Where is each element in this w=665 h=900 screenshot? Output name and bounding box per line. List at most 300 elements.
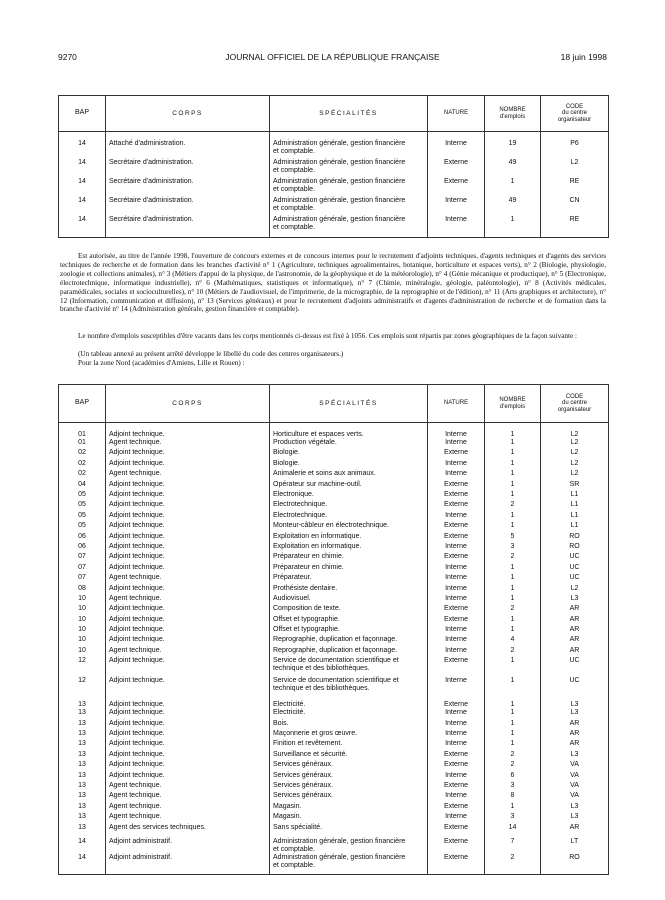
cell-bap: 05 — [59, 501, 106, 511]
cell-bap: 13 — [59, 751, 106, 761]
cell-code: VA — [541, 772, 609, 782]
cell-nombre: 1 — [485, 449, 541, 459]
cell-nature: Interne — [428, 132, 485, 159]
cell-code: RE — [541, 216, 609, 238]
cell-code: L2 — [541, 470, 609, 480]
cell-nombre: 4 — [485, 636, 541, 646]
cell-specialite: Sans spécialité. — [270, 824, 428, 834]
cell-corps: Adjoint administratif. — [106, 834, 270, 854]
cell-bap: 06 — [59, 533, 106, 543]
cell-nature: Externe — [428, 824, 485, 834]
cell-nombre: 3 — [485, 782, 541, 792]
table-row — [59, 439, 609, 449]
table-row — [59, 216, 609, 238]
cell-code: AR — [541, 720, 609, 730]
cell-bap: 10 — [59, 626, 106, 636]
cell-specialite: Offset et typographie. — [270, 616, 428, 626]
cell-nature: Interne — [428, 772, 485, 782]
cell-bap: 13 — [59, 720, 106, 730]
col-header-corps: CORPS — [106, 96, 270, 132]
cell-nombre: 1 — [485, 178, 541, 197]
cell-nature: Interne — [428, 423, 485, 440]
cell-corps: Agent technique. — [106, 803, 270, 813]
cell-nombre: 1 — [485, 730, 541, 740]
cell-corps: Adjoint technique. — [106, 761, 270, 771]
cell-nature: Externe — [428, 782, 485, 792]
cell-nombre: 1 — [485, 512, 541, 522]
cell-code: RO — [541, 854, 609, 874]
cell-specialite: Administration générale, gestion financière et comptable. — [270, 197, 428, 216]
cell-bap: 14 — [59, 159, 106, 178]
cell-code: CN — [541, 197, 609, 216]
cell-code: L1 — [541, 512, 609, 522]
cell-nature: Externe — [428, 481, 485, 491]
cell-specialite: Reprographie, duplication et façonnage. — [270, 636, 428, 646]
cell-nombre: 1 — [485, 460, 541, 470]
cell-specialite: Administration générale, gestion financière et comptable. — [270, 178, 428, 197]
table-row — [59, 481, 609, 491]
table-row — [59, 657, 609, 677]
cell-bap: 14 — [59, 197, 106, 216]
cell-corps: Adjoint technique. — [106, 720, 270, 730]
cell-corps: Adjoint technique. — [106, 423, 270, 440]
journal-title: JOURNAL OFFICIEL DE LA RÉPUBLIQUE FRANÇAISE — [225, 52, 440, 62]
cell-nature: Interne — [428, 470, 485, 480]
cell-specialite: Electricité. — [270, 709, 428, 719]
table-row — [59, 470, 609, 480]
cell-nature: Externe — [428, 449, 485, 459]
cell-corps: Adjoint technique. — [106, 605, 270, 615]
table-row — [59, 782, 609, 792]
cell-nature: Externe — [428, 159, 485, 178]
cell-specialite: Préparateur en chimie. — [270, 553, 428, 563]
table-row — [59, 677, 609, 697]
cell-nature: Interne — [428, 564, 485, 574]
cell-nombre: 1 — [485, 677, 541, 697]
cell-nature: Interne — [428, 740, 485, 750]
table-row — [59, 533, 609, 543]
table-row — [59, 574, 609, 584]
cell-nature: Interne — [428, 677, 485, 697]
cell-corps: Adjoint technique. — [106, 772, 270, 782]
cell-code: AR — [541, 740, 609, 750]
cell-nature: Externe — [428, 657, 485, 677]
cell-bap: 10 — [59, 595, 106, 605]
cell-specialite: Biologie. — [270, 449, 428, 459]
cell-nature: Externe — [428, 533, 485, 543]
cell-corps: Adjoint technique. — [106, 740, 270, 750]
cell-specialite: Préparateur. — [270, 574, 428, 584]
cell-code: AR — [541, 605, 609, 615]
cell-nombre: 3 — [485, 543, 541, 553]
cell-code: AR — [541, 824, 609, 834]
cell-nombre: 14 — [485, 824, 541, 834]
cell-corps: Attaché d'administration. — [106, 132, 270, 159]
cell-nombre: 1 — [485, 481, 541, 491]
table-row — [59, 803, 609, 813]
cell-code: L3 — [541, 803, 609, 813]
cell-nombre: 2 — [485, 854, 541, 874]
cell-nombre: 1 — [485, 216, 541, 238]
cell-bap: 07 — [59, 564, 106, 574]
cell-corps: Secrétaire d'administration. — [106, 159, 270, 178]
table-row — [59, 595, 609, 605]
cell-specialite: Administration générale, gestion financière et comptable. — [270, 159, 428, 178]
cell-bap: 10 — [59, 616, 106, 626]
col-header-nature: NATURE — [428, 96, 485, 132]
cell-bap: 13 — [59, 761, 106, 771]
cell-bap: 08 — [59, 585, 106, 595]
cell-code: L3 — [541, 751, 609, 761]
col-header-specialites: SPÉCIALITÉS — [270, 385, 428, 423]
cell-corps: Adjoint technique. — [106, 709, 270, 719]
cell-nature: Externe — [428, 761, 485, 771]
cell-specialite: Monteur-câbleur en électrotechnique. — [270, 522, 428, 532]
cell-specialite: Horticulture et espaces verts. — [270, 423, 428, 440]
cell-code: UC — [541, 564, 609, 574]
cell-corps: Agent technique. — [106, 647, 270, 657]
cell-nature: Externe — [428, 522, 485, 532]
cell-code: L1 — [541, 491, 609, 501]
cell-code: RO — [541, 533, 609, 543]
cell-specialite: Services généraux. — [270, 761, 428, 771]
cell-nombre: 1 — [485, 740, 541, 750]
cell-nature: Interne — [428, 512, 485, 522]
cell-nature: Interne — [428, 595, 485, 605]
cell-nature: Interne — [428, 216, 485, 238]
cell-specialite: Magasin. — [270, 803, 428, 813]
cell-specialite: Production végétale. — [270, 439, 428, 449]
cell-nombre: 1 — [485, 697, 541, 709]
cell-nature: Externe — [428, 605, 485, 615]
table-row — [59, 159, 609, 178]
cell-nature: Interne — [428, 636, 485, 646]
cell-code: L3 — [541, 697, 609, 709]
table-row — [59, 854, 609, 874]
table-row — [59, 522, 609, 532]
cell-corps: Adjoint technique. — [106, 730, 270, 740]
col-header-nombre: NOMBRE d'emplois — [485, 385, 541, 423]
table-row — [59, 772, 609, 782]
table-header-row — [59, 96, 609, 132]
cell-nombre: 2 — [485, 647, 541, 657]
cell-specialite: Magasin. — [270, 813, 428, 823]
col-header-corps: CORPS — [106, 385, 270, 423]
cell-corps: Agent technique. — [106, 470, 270, 480]
cell-nature: Interne — [428, 543, 485, 553]
cell-nature: Interne — [428, 460, 485, 470]
cell-nombre: 1 — [485, 626, 541, 636]
table-row — [59, 761, 609, 771]
cell-nombre: 49 — [485, 197, 541, 216]
cell-nature: Externe — [428, 697, 485, 709]
table-row — [59, 512, 609, 522]
cell-bap: 10 — [59, 647, 106, 657]
cell-specialite: Service de documentation scientifique et technique et des bibliothèques. — [270, 657, 428, 677]
cell-nature: Externe — [428, 491, 485, 501]
table-row — [59, 449, 609, 459]
cell-code: AR — [541, 636, 609, 646]
cell-bap: 14 — [59, 854, 106, 874]
table-row — [59, 636, 609, 646]
cell-specialite: Opérateur sur machine-outil. — [270, 481, 428, 491]
cell-specialite: Composition de texte. — [270, 605, 428, 615]
table-administration-posts — [58, 95, 609, 238]
cell-code: L3 — [541, 595, 609, 605]
table-row — [59, 501, 609, 511]
cell-corps: Secrétaire d'administration. — [106, 216, 270, 238]
cell-corps: Agent technique. — [106, 574, 270, 584]
cell-code: SR — [541, 481, 609, 491]
cell-corps: Adjoint administratif. — [106, 854, 270, 874]
cell-code: L2 — [541, 460, 609, 470]
table-row — [59, 178, 609, 197]
table-row — [59, 824, 609, 834]
cell-nombre: 1 — [485, 720, 541, 730]
cell-bap: 13 — [59, 813, 106, 823]
table-row — [59, 132, 609, 159]
table-row — [59, 543, 609, 553]
cell-specialite: Administration générale, gestion financière et comptable. — [270, 854, 428, 874]
cell-bap: 04 — [59, 481, 106, 491]
cell-nature: Externe — [428, 616, 485, 626]
cell-nombre: 1 — [485, 470, 541, 480]
cell-bap: 14 — [59, 132, 106, 159]
cell-bap: 02 — [59, 449, 106, 459]
cell-specialite: Surveillance et sécurité. — [270, 751, 428, 761]
cell-bap: 01 — [59, 439, 106, 449]
cell-nature: Externe — [428, 854, 485, 874]
cell-code: L1 — [541, 522, 609, 532]
table-row — [59, 697, 609, 709]
cell-bap: 12 — [59, 657, 106, 677]
cell-nombre: 6 — [485, 772, 541, 782]
cell-nombre: 1 — [485, 439, 541, 449]
table-row — [59, 553, 609, 563]
table-row — [59, 813, 609, 823]
cell-code: L2 — [541, 449, 609, 459]
cell-bap: 13 — [59, 782, 106, 792]
cell-bap: 02 — [59, 470, 106, 480]
cell-bap: 13 — [59, 730, 106, 740]
cell-nombre: 2 — [485, 553, 541, 563]
cell-corps: Secrétaire d'administration. — [106, 178, 270, 197]
paragraph-zone-nord: Pour la zone Nord (académies d'Amiens, Lille et Rouen) : — [78, 359, 245, 367]
cell-code: L2 — [541, 585, 609, 595]
cell-specialite: Offset et typographie. — [270, 626, 428, 636]
cell-nombre: 1 — [485, 657, 541, 677]
table-row — [59, 626, 609, 636]
cell-code: UC — [541, 553, 609, 563]
cell-code: L3 — [541, 709, 609, 719]
table-header-row — [59, 385, 609, 423]
page-number: 9270 — [58, 52, 77, 62]
cell-specialite: Service de documentation scientifique et technique et des bibliothèques. — [270, 677, 428, 697]
cell-nombre: 7 — [485, 834, 541, 854]
cell-nombre: 3 — [485, 813, 541, 823]
col-header-bap: BAP — [59, 385, 106, 423]
cell-nombre: 5 — [485, 533, 541, 543]
cell-nature: Interne — [428, 574, 485, 584]
cell-specialite: Bois. — [270, 720, 428, 730]
table-row — [59, 647, 609, 657]
cell-nature: Interne — [428, 720, 485, 730]
cell-code: VA — [541, 792, 609, 802]
cell-bap: 13 — [59, 792, 106, 802]
cell-specialite: Services généraux. — [270, 772, 428, 782]
col-header-code: CODE du centre organisateur — [541, 385, 609, 423]
cell-bap: 07 — [59, 553, 106, 563]
cell-nombre: 1 — [485, 595, 541, 605]
cell-code: AR — [541, 730, 609, 740]
cell-nombre: 49 — [485, 159, 541, 178]
cell-corps: Agent technique. — [106, 439, 270, 449]
table-row — [59, 460, 609, 470]
cell-corps: Agent des services techniques. — [106, 824, 270, 834]
cell-specialite: Biologie. — [270, 460, 428, 470]
cell-nombre: 1 — [485, 491, 541, 501]
cell-nature: Externe — [428, 834, 485, 854]
cell-corps: Adjoint technique. — [106, 449, 270, 459]
cell-nature: Interne — [428, 585, 485, 595]
cell-corps: Adjoint technique. — [106, 460, 270, 470]
cell-code: VA — [541, 761, 609, 771]
cell-nombre: 2 — [485, 751, 541, 761]
cell-nature: Externe — [428, 501, 485, 511]
cell-bap: 10 — [59, 636, 106, 646]
cell-corps: Adjoint technique. — [106, 501, 270, 511]
cell-nombre: 1 — [485, 574, 541, 584]
cell-nombre: 2 — [485, 761, 541, 771]
cell-specialite: Audiovisuel. — [270, 595, 428, 605]
table-row — [59, 605, 609, 615]
cell-nature: Externe — [428, 178, 485, 197]
cell-bap: 05 — [59, 512, 106, 522]
cell-nature: Interne — [428, 813, 485, 823]
cell-nombre: 1 — [485, 585, 541, 595]
table-row — [59, 585, 609, 595]
col-header-bap: BAP — [59, 96, 106, 132]
cell-code: RE — [541, 178, 609, 197]
cell-corps: Adjoint technique. — [106, 751, 270, 761]
table-row — [59, 423, 609, 440]
cell-specialite: Administration générale, gestion financière et comptable. — [270, 834, 428, 854]
table-row — [59, 740, 609, 750]
cell-nature: Interne — [428, 792, 485, 802]
cell-bap: 13 — [59, 709, 106, 719]
cell-corps: Agent technique. — [106, 782, 270, 792]
cell-code: P6 — [541, 132, 609, 159]
cell-corps: Adjoint technique. — [106, 564, 270, 574]
cell-code: VA — [541, 782, 609, 792]
cell-corps: Adjoint technique. — [106, 585, 270, 595]
cell-bap: 14 — [59, 834, 106, 854]
cell-specialite: Maçonnerie et gros œuvre. — [270, 730, 428, 740]
publication-date: 18 juin 1998 — [560, 52, 607, 62]
cell-bap: 12 — [59, 677, 106, 697]
cell-specialite: Services généraux. — [270, 782, 428, 792]
cell-specialite: Préparateur en chimie. — [270, 564, 428, 574]
cell-bap: 13 — [59, 803, 106, 813]
table-zone-nord-posts — [58, 384, 609, 875]
col-header-code: CODE du centre organisateur — [541, 96, 609, 132]
cell-corps: Agent technique. — [106, 595, 270, 605]
col-header-nature: NATURE — [428, 385, 485, 423]
cell-nature: Externe — [428, 553, 485, 563]
cell-corps: Adjoint technique. — [106, 512, 270, 522]
cell-nombre: 1 — [485, 522, 541, 532]
cell-bap: 13 — [59, 740, 106, 750]
cell-nombre: 1 — [485, 709, 541, 719]
cell-bap: 13 — [59, 824, 106, 834]
cell-nombre: 1 — [485, 423, 541, 440]
cell-nombre: 19 — [485, 132, 541, 159]
cell-code: UC — [541, 657, 609, 677]
cell-corps: Adjoint technique. — [106, 626, 270, 636]
cell-code: L2 — [541, 423, 609, 440]
cell-nombre: 8 — [485, 792, 541, 802]
cell-code: RO — [541, 543, 609, 553]
cell-code: LT — [541, 834, 609, 854]
cell-nombre: 2 — [485, 501, 541, 511]
cell-corps: Adjoint technique. — [106, 636, 270, 646]
cell-bap: 06 — [59, 543, 106, 553]
cell-corps: Secrétaire d'administration. — [106, 197, 270, 216]
cell-corps: Adjoint technique. — [106, 533, 270, 543]
table-row — [59, 491, 609, 501]
cell-nombre: 1 — [485, 803, 541, 813]
cell-specialite: Reprographie, duplication et façonnage. — [270, 647, 428, 657]
cell-nature: Interne — [428, 626, 485, 636]
cell-nature: Interne — [428, 647, 485, 657]
cell-corps: Adjoint technique. — [106, 697, 270, 709]
cell-specialite: Exploitation en informatique. — [270, 533, 428, 543]
cell-bap: 13 — [59, 772, 106, 782]
col-header-specialites: SPÉCIALITÉS — [270, 96, 428, 132]
table-row — [59, 730, 609, 740]
cell-nature: Externe — [428, 803, 485, 813]
cell-bap: 05 — [59, 522, 106, 532]
cell-corps: Adjoint technique. — [106, 491, 270, 501]
cell-specialite: Electronique. — [270, 491, 428, 501]
cell-code: L2 — [541, 159, 609, 178]
cell-corps: Adjoint technique. — [106, 481, 270, 491]
cell-specialite: Administration générale, gestion financière et comptable. — [270, 132, 428, 159]
cell-specialite: Administration générale, gestion financière et comptable. — [270, 216, 428, 238]
cell-nature: Interne — [428, 439, 485, 449]
cell-bap: 01 — [59, 423, 106, 440]
cell-bap: 14 — [59, 216, 106, 238]
cell-corps: Adjoint technique. — [106, 553, 270, 563]
cell-nombre: 2 — [485, 605, 541, 615]
cell-nature: Externe — [428, 751, 485, 761]
cell-nature: Interne — [428, 197, 485, 216]
cell-bap: 13 — [59, 697, 106, 709]
cell-specialite: Electrotechnique. — [270, 512, 428, 522]
cell-bap: 05 — [59, 491, 106, 501]
table-row — [59, 197, 609, 216]
cell-corps: Adjoint technique. — [106, 657, 270, 677]
cell-specialite: Services généraux. — [270, 792, 428, 802]
paragraph-annex-note: (Un tableau annexé au présent arrêté développe le libellé du code des centres organisateurs.) — [78, 350, 344, 358]
table-row — [59, 751, 609, 761]
paragraph-authorization: Est autorisée, au titre de l'année 1998, l'ouverture de concours externes et de concours internes pour le recrutement d'adjoints techniques, d'agents techniques et d'agents des services techniques de recherche et de formation dans les branches d'activité n° 1 (Agriculture, techniques agroalimentaires, botanique, horticulture et espaces verts), n° 2 (Biologie, physiologie, zoologie et collections animales), n° 3 (Métiers d'appui de la physique, de l'astronomie, de la géophysique et de la météorologie), n° 4 (Génie mécanique et productique), n° 5 (Electronique, électrotechnique, informatique industrielle), n° 6 (Mathématiques, statistiques et informatique), n° 7 (Chimie, minéralogie, géologie, paléontologie), n° 8 (Activités médicales, paramédicales, sociales et socioculturelles), n° 10 (Métiers de l'audiovisuel, de l'imprimerie, de la micrographie, de la reprographie et de l'édition), n° 11 (Arts graphiques et architecture), n° 12 (Information, communication et diffusion), n° 13 (Services généraux) et pour le recrutement d'adjoints administratifs et d'agents d'administration de recherche et de formation dans la branche d'activité n° 14 (Administration générale, gestion financière et comptable). — [60, 252, 606, 314]
cell-specialite: Finition et revêtement. — [270, 740, 428, 750]
cell-corps: Adjoint technique. — [106, 543, 270, 553]
cell-code: AR — [541, 647, 609, 657]
table-row — [59, 709, 609, 719]
table-row — [59, 564, 609, 574]
